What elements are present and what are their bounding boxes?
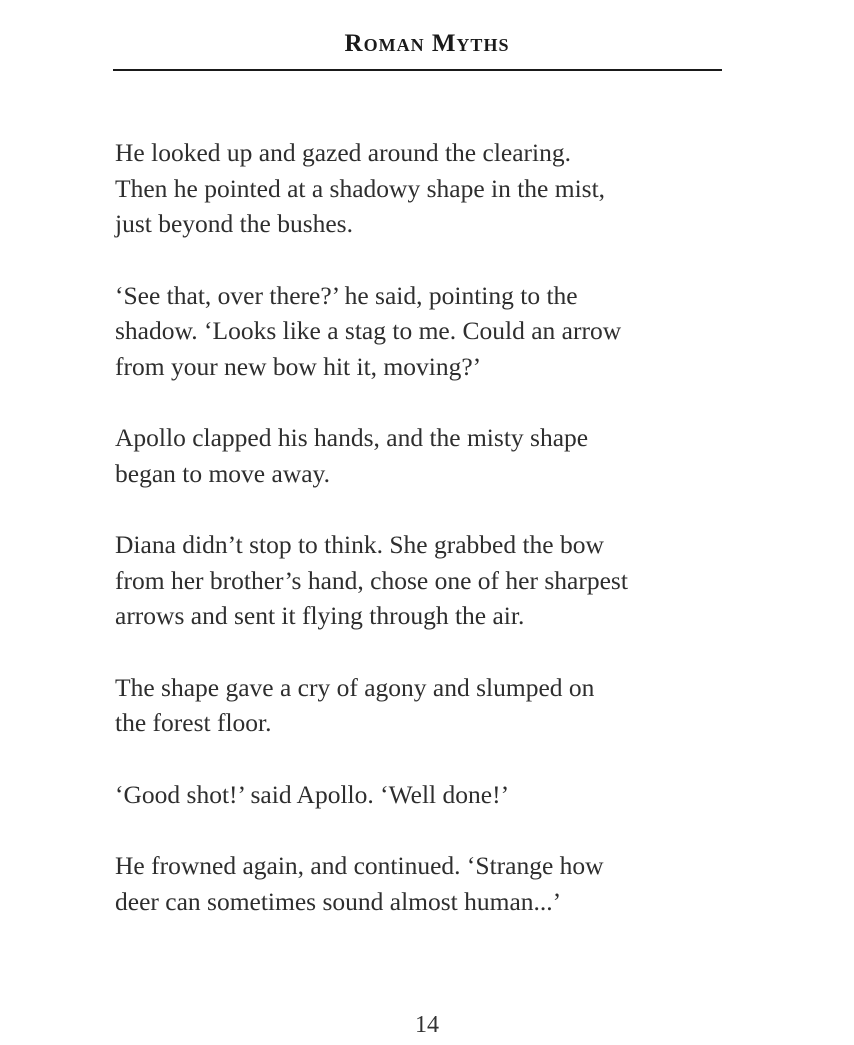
paragraph (115, 848, 735, 919)
text-line: The shape gave a cry of agony and slumped on (115, 672, 595, 702)
text-line: deer can sometimes sound almost human...’ (115, 886, 562, 916)
header-rule (113, 69, 722, 71)
running-header: Roman Myths (344, 30, 510, 57)
paragraph (115, 527, 735, 634)
paragraph (115, 278, 735, 385)
body-text (115, 135, 735, 955)
paragraph (115, 135, 735, 242)
paragraph (115, 777, 735, 813)
text-line: Apollo clapped his hands, and the misty shape (115, 423, 589, 452)
page-number: 14 (415, 1012, 439, 1038)
text-line: He frowned again, and continued. ‘Strange how (115, 851, 604, 880)
text-line: ‘See that, over there?’ he said, pointing to the (115, 280, 578, 310)
text-line: shadow. ‘Looks like a stag to me. Could an arrow (115, 316, 622, 345)
paragraph (115, 670, 735, 741)
paragraph (115, 420, 735, 491)
text-line: Then he pointed at a shadowy shape in the mist, (115, 173, 606, 203)
text-line: Diana didn’t stop to think. She grabbed the bow (115, 530, 604, 559)
text-line: He looked up and gazed around the clearing. (115, 138, 571, 167)
text-line: arrows and sent it flying through the air. (115, 601, 525, 630)
text-line: from your new bow hit it, moving?’ (115, 351, 482, 381)
text-line: from her brother’s hand, chose one of her sharpest (115, 565, 628, 595)
text-line: ‘Good shot!’ said Apollo. ‘Well done!’ (115, 779, 510, 809)
text-line: began to move away. (115, 458, 331, 488)
text-line: the forest floor. (115, 708, 272, 737)
text-line: just beyond the bushes. (115, 209, 353, 238)
